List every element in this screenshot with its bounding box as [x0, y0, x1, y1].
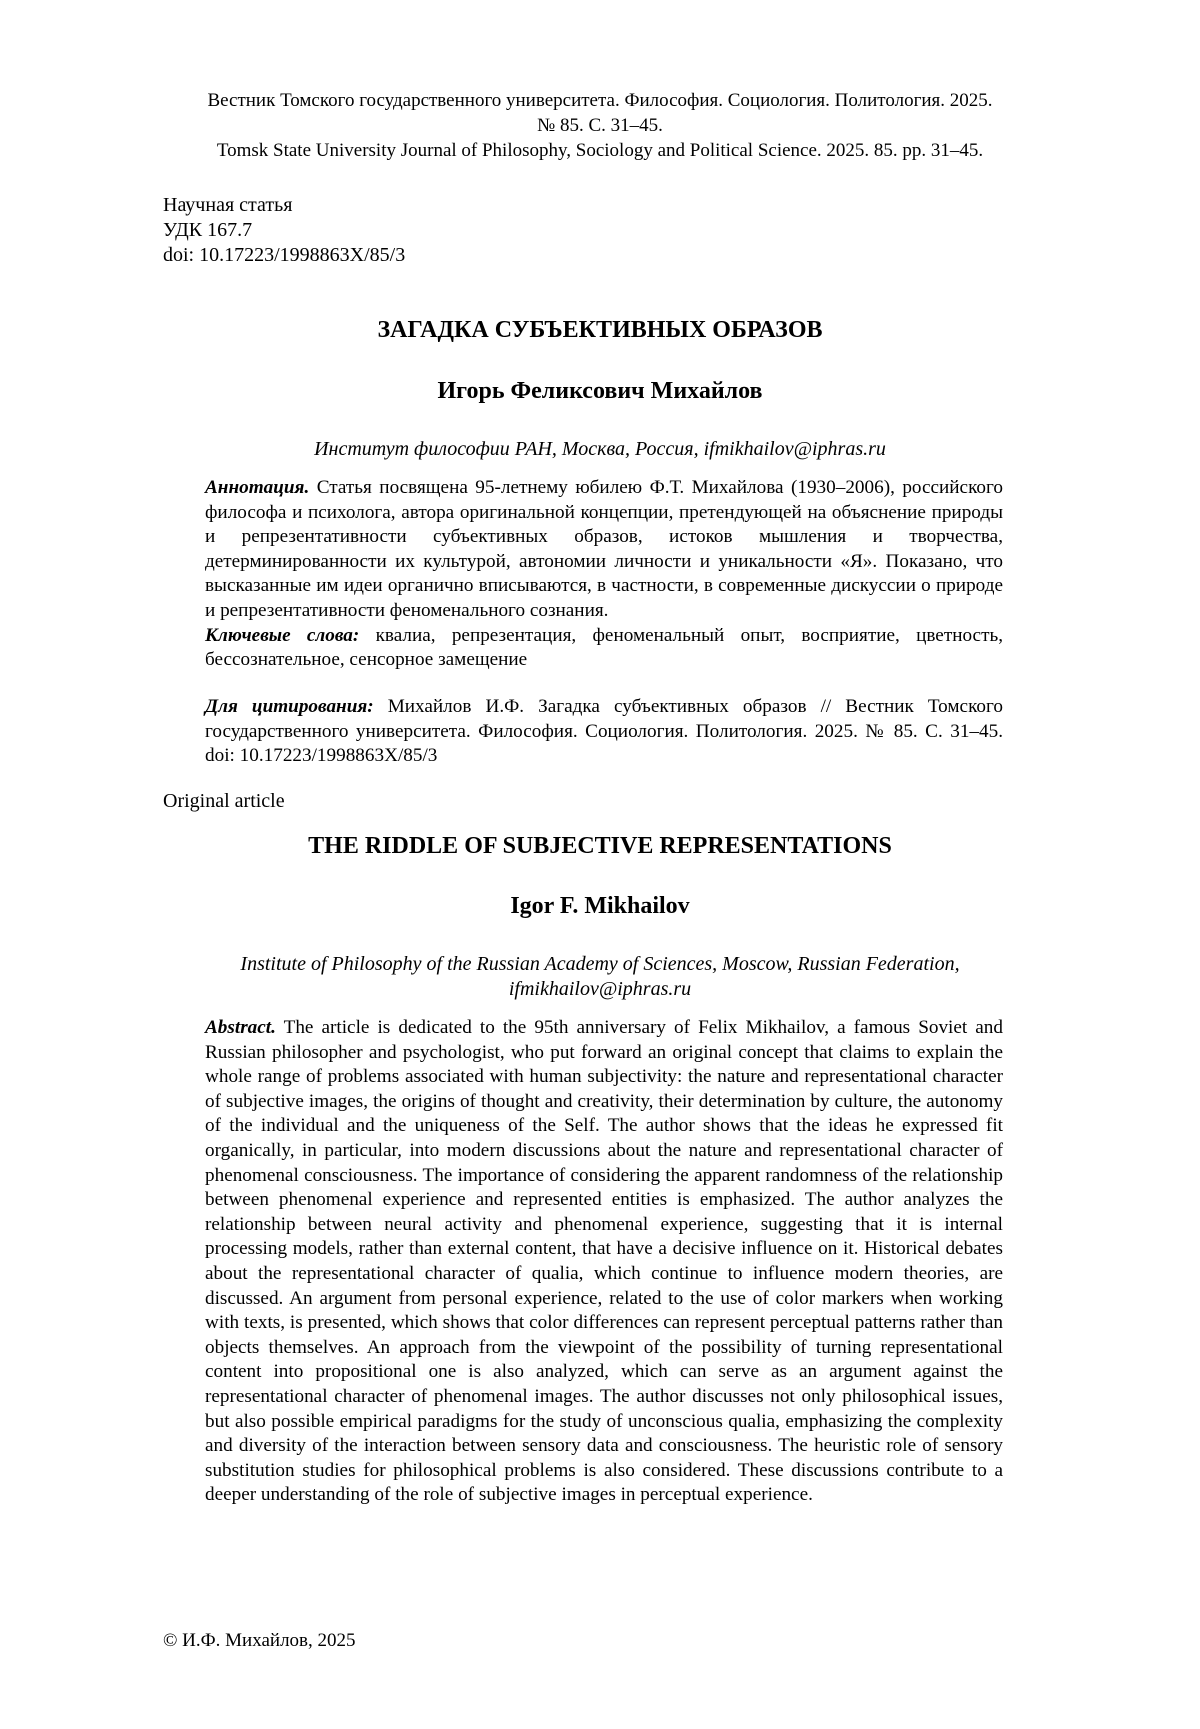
affiliation-en: [185, 952, 1015, 1002]
keywords-ru-text: квалиа, репрезентация, феноменальный опыт, восприятие, цветность, бессознательное, сенсорное замещение: [205, 624, 1003, 671]
citation-ru-text: Михайлов И.Ф. Загадка субъективных образов // Вестник Томского государственного университета. Философия. Социология. Политология. 2025. № 85. С. 31–45. doi: 10.17223/1998863Х/85/3: [205, 696, 1003, 767]
citation-ru: [205, 695, 1003, 769]
keywords-ru-label: Ключевые слова:: [205, 624, 360, 646]
title-en: THE RIDDLE OF SUBJECTIVE REPRESENTATIONS: [308, 833, 892, 859]
abstract-en-label: Abstract.: [205, 1017, 276, 1038]
article-type-en: Original article: [163, 790, 285, 812]
affiliation-en-email: ifmikhailov@iphras.ru: [508, 978, 692, 1000]
title-ru: ЗАГАДКА СУБЪЕКТИВНЫХ ОБРАЗОВ: [377, 317, 823, 343]
abstract-en-text: The article is dedicated to the 95th anniversary of Felix Mikhailov, a famous Soviet and Russian philosopher and psychologist, who put forward an original concept that claims to explain the whole range of problems associated with human subjectivity: the nature and representational character of subjective images, the origins of thought and creativity, their determination by culture, the autonomy of the individual and the uniqueness of the Self. The author shows that the ideas he expressed fit organically, in particular, into modern discussions about the nature and representational character of phenomenal consciousness. The importance of considering the apparent randomness of the relationship between phenomenal experience and represented entities is emphasized. The author analyzes the relationship between neural activity and phenomenal experience, suggesting that it is internal processing models, rather than external content, that have a decisive influence on it. Historical debates about the representational character of qualia, which continue to influence modern theories, are discussed. An argument from personal experience, related to the use of color markers when working with texts, is presented, which shows that color differences can represent perceptual patterns rather than objects themselves. An approach from the viewpoint of the possibility of turning representational content into propositional one is also analyzed, which can serve as an argument against the representational character of phenomenal images. The author discusses not only philosophical issues, but also possible empirical paradigms for the study of unconscious qualia, emphasizing the complexity and diversity of the interaction between sensory data and consciousness. The heuristic role of sensory substitution studies for philosophical problems is also considered. These discussions contribute to a deeper understanding of the role of subjective images in perceptual experience.: [205, 1017, 1003, 1506]
affiliation-ru: Институт философии РАН, Москва, Россия, ifmikhailov@iphras.ru: [314, 438, 886, 460]
abstract-ru: [205, 476, 1003, 673]
journal-header-ru: Вестник Томского государственного университета. Философия. Социология. Политология. 2025.: [207, 90, 993, 111]
journal-header-issue: № 85. С. 31–45.: [537, 115, 663, 136]
copyright: © И.Ф. Михайлов, 2025: [163, 1630, 356, 1651]
abstract-ru-label: Аннотация.: [205, 477, 310, 498]
affiliation-en-line1: Institute of Philosophy of the Russian Academy of Sciences, Moscow, Russian Federation,: [240, 953, 960, 975]
journal-header-en: Tomsk State University Journal of Philosophy, Sociology and Political Science. 2025. 85. pp. 31–45.: [216, 140, 984, 161]
abstract-ru-text: Статья посвящена 95-летнему юбилею Ф.Т. Михайлова (1930–2006), российского философа и психолога, автора оригинальной концепции, претендующей на объяснение природы и репрезентативности субъективных образов, истоков мышления и творчества, детерминированности их культурой, автономии личности и уникальности «Я». Показано, что высказанные им идеи органично вписываются, в частности, в современные дискуссии о природе и репрезентативности феноменального сознания.: [205, 477, 1004, 621]
article-type-ru: Научная статья: [163, 194, 293, 216]
journal-header: [150, 88, 1050, 163]
udc-code: УДК 167.7: [163, 219, 253, 241]
author-ru: Игорь Феликсович Михайлов: [437, 378, 763, 404]
abstract-en: [205, 1016, 1003, 1508]
doi: doi: 10.17223/1998863Х/85/3: [163, 244, 406, 266]
article-meta: [163, 193, 405, 268]
author-en: Igor F. Mikhailov: [510, 893, 690, 919]
citation-ru-label: Для цитирования:: [205, 696, 374, 717]
